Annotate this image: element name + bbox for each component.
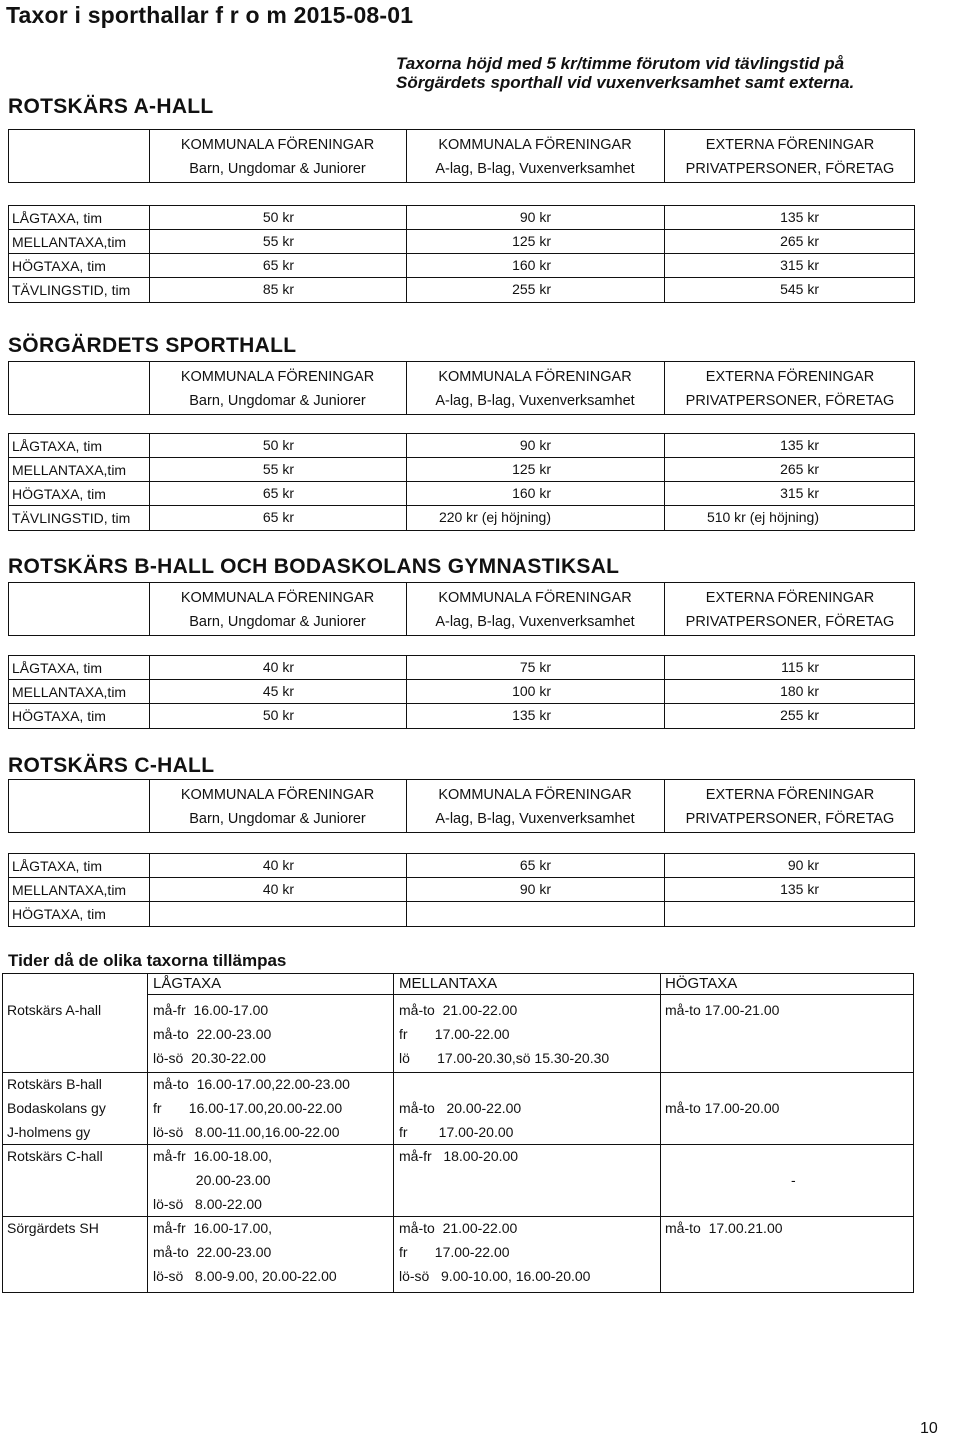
column-header-line: PRIVATPERSONER, FÖRETAG <box>685 614 895 630</box>
hall-name: Bodaskolans gy <box>7 1100 106 1116</box>
rate-label: TÄVLINGSTID, tim <box>12 282 131 298</box>
page-title: Taxor i sporthallar f r o m 2015-08-01 <box>6 2 414 28</box>
rate-external: 510 kr (ej höjning) <box>706 509 819 525</box>
column-header-line: EXTERNA FÖRENINGAR <box>705 787 875 803</box>
rate-label: TÄVLINGSTID, tim <box>12 510 131 526</box>
section-title: ROTSKÄRS A-HALL <box>8 95 214 118</box>
rate-external: 255 kr <box>780 707 819 723</box>
rate-external: 545 kr <box>780 281 819 297</box>
column-header-line: KOMMUNALA FÖRENINGAR <box>180 787 375 803</box>
rate-adult: 255 kr <box>512 281 551 297</box>
low-rate-time: 20.00-23.00 <box>153 1172 271 1188</box>
rate-adult: 125 kr <box>512 233 551 249</box>
rate-table <box>8 205 915 303</box>
hall-name: J-holmens gy <box>7 1124 91 1140</box>
rate-label: MELLANTAXA,tim <box>12 234 127 250</box>
times-header: HÖGTAXA <box>665 975 738 992</box>
rate-youth: 65 kr <box>262 257 294 273</box>
times-header: MELLANTAXA <box>399 975 498 992</box>
rate-external: 115 kr <box>781 659 819 675</box>
low-rate-time: må-to 22.00-23.00 <box>153 1244 272 1260</box>
rate-youth: 40 kr <box>262 857 294 873</box>
rate-label: HÖGTAXA, tim <box>12 906 106 922</box>
section-title: ROTSKÄRS B-HALL OCH BODASKOLANS GYMNASTIKSAL <box>8 555 620 578</box>
section-header <box>8 129 915 183</box>
rate-youth: 65 kr <box>262 485 294 501</box>
column-header-line: KOMMUNALA FÖRENINGAR <box>438 369 632 385</box>
rate-label: MELLANTAXA,tim <box>12 462 127 478</box>
low-rate-time: må-fr 16.00-17.00 <box>153 1002 269 1018</box>
rate-label: MELLANTAXA,tim <box>12 882 127 898</box>
low-rate-time: lö-sö 8.00-9.00, 20.00-22.00 <box>153 1268 337 1284</box>
mid-rate-time: fr 17.00-20.00 <box>399 1124 514 1140</box>
rate-youth: 45 kr <box>262 683 294 699</box>
times-table <box>2 973 914 1293</box>
column-header <box>406 780 664 834</box>
column-header <box>664 780 916 834</box>
high-rate-time: - <box>791 1172 796 1188</box>
section-header <box>8 779 915 833</box>
rate-external: 315 kr <box>780 257 819 273</box>
low-rate-time: fr 16.00-17.00,20.00-22.00 <box>153 1100 343 1116</box>
rate-youth: 40 kr <box>262 659 294 675</box>
column-header-line: EXTERNA FÖRENINGAR <box>705 137 875 153</box>
table-row <box>9 434 914 458</box>
rate-external: 135 kr <box>780 437 819 453</box>
low-rate-time: må-to 16.00-17.00,22.00-23.00 <box>153 1076 350 1092</box>
mid-rate-time: lö-sö 9.00-10.00, 16.00-20.00 <box>399 1268 591 1284</box>
column-header-line: PRIVATPERSONER, FÖRETAG <box>685 393 895 409</box>
rate-adult: 220 kr (ej höjning) <box>438 509 551 525</box>
low-rate-time: må-fr 16.00-18.00, <box>153 1148 273 1164</box>
high-rate-time: må-to 17.00-20.00 <box>665 1100 780 1116</box>
mid-rate-time: må-fr 18.00-20.00 <box>399 1148 519 1164</box>
rate-adult: 160 kr <box>512 485 551 501</box>
low-rate-time: må-fr 16.00-17.00, <box>153 1220 273 1236</box>
table-row <box>9 656 914 680</box>
mid-rate-time: fr 17.00-22.00 <box>399 1026 510 1042</box>
mid-rate-time: lö 17.00-20.30,sö 15.30-20.30 <box>399 1050 610 1066</box>
table-row <box>9 854 914 878</box>
hall-name: Rotskärs C-hall <box>7 1148 103 1164</box>
column-header-line: A-lag, B-lag, Vuxenverksamhet <box>435 393 635 409</box>
column-header-line: KOMMUNALA FÖRENINGAR <box>438 137 632 153</box>
column-header <box>406 583 664 637</box>
rate-youth: 50 kr <box>262 437 294 453</box>
rate-table <box>8 853 915 927</box>
rate-adult: 90 kr <box>519 881 551 897</box>
column-header <box>664 362 916 416</box>
low-rate-time: lö-sö 20.30-22.00 <box>153 1050 266 1066</box>
column-header <box>149 780 406 834</box>
rate-adult: 125 kr <box>512 461 551 477</box>
column-header <box>664 583 916 637</box>
column-header <box>149 130 406 184</box>
rate-external: 180 kr <box>780 683 819 699</box>
table-row <box>9 482 914 506</box>
mid-rate-time: må-to 21.00-22.00 <box>399 1002 518 1018</box>
table-row <box>9 704 914 728</box>
rate-table <box>8 655 915 729</box>
rate-external: 315 kr <box>780 485 819 501</box>
column-header-line: PRIVATPERSONER, FÖRETAG <box>685 161 895 177</box>
column-header-line: KOMMUNALA FÖRENINGAR <box>180 590 375 606</box>
section-title: SÖRGÄRDETS SPORTHALL <box>8 334 297 357</box>
rate-label: LÅGTAXA, tim <box>12 438 102 454</box>
column-header <box>149 583 406 637</box>
column-header-line: Barn, Ungdomar & Juniorer <box>189 161 366 177</box>
mid-rate-time: må-to 20.00-22.00 <box>399 1100 522 1116</box>
column-header-line: A-lag, B-lag, Vuxenverksamhet <box>435 161 635 177</box>
rate-label: HÖGTAXA, tim <box>12 708 106 724</box>
section-header <box>8 361 915 415</box>
page-number: 10 <box>920 1420 938 1437</box>
low-rate-time: lö-sö 8.00-11.00,16.00-22.00 <box>153 1124 340 1140</box>
column-header <box>664 130 916 184</box>
price-note: Taxorna höjd med 5 kr/timme förutom vid tävlingstid på Sörgärdets sporthall vid vuxenverksamhet samt externa. <box>396 54 855 92</box>
section-header <box>8 582 915 636</box>
column-header-line: KOMMUNALA FÖRENINGAR <box>180 137 375 153</box>
rate-external: 90 kr <box>787 857 819 873</box>
rate-external: 135 kr <box>780 209 819 225</box>
mid-rate-time: må-to 21.00-22.00 <box>399 1220 518 1236</box>
low-rate-time: må-to 22.00-23.00 <box>153 1026 272 1042</box>
rate-youth: 50 kr <box>262 707 294 723</box>
column-header-line: Barn, Ungdomar & Juniorer <box>189 811 366 827</box>
column-header <box>406 130 664 184</box>
rate-adult: 160 kr <box>512 257 551 273</box>
hall-name: Rotskärs B-hall <box>7 1076 102 1092</box>
column-header-line: KOMMUNALA FÖRENINGAR <box>438 787 632 803</box>
mid-rate-time: fr 17.00-22.00 <box>399 1244 510 1260</box>
rate-youth: 40 kr <box>262 881 294 897</box>
table-row <box>9 902 914 926</box>
rate-adult: 100 kr <box>512 683 551 699</box>
table-row <box>9 278 914 302</box>
column-header-line: EXTERNA FÖRENINGAR <box>705 369 875 385</box>
column-header-line: A-lag, B-lag, Vuxenverksamhet <box>435 614 635 630</box>
high-rate-time: må-to 17.00.21.00 <box>665 1220 783 1236</box>
rate-label: LÅGTAXA, tim <box>12 210 102 226</box>
table-row <box>9 230 914 254</box>
table-row <box>9 458 914 482</box>
column-header <box>149 362 406 416</box>
rate-adult: 75 kr <box>519 659 551 675</box>
rate-youth: 55 kr <box>262 233 294 249</box>
rate-adult: 90 kr <box>519 209 551 225</box>
column-header-line: KOMMUNALA FÖRENINGAR <box>180 369 375 385</box>
rate-label: LÅGTAXA, tim <box>12 660 102 676</box>
rate-adult: 135 kr <box>512 707 551 723</box>
high-rate-time: må-to 17.00-21.00 <box>665 1002 780 1018</box>
column-header-line: KOMMUNALA FÖRENINGAR <box>438 590 632 606</box>
times-title: Tider då de olika taxorna tillämpas <box>8 951 287 970</box>
column-header-line: PRIVATPERSONER, FÖRETAG <box>685 811 895 827</box>
rate-label: LÅGTAXA, tim <box>12 858 102 874</box>
rate-adult: 90 kr <box>519 437 551 453</box>
rate-external: 265 kr <box>780 461 819 477</box>
table-row <box>9 506 914 530</box>
table-row <box>9 206 914 230</box>
rate-label: HÖGTAXA, tim <box>12 486 106 502</box>
column-header-line: EXTERNA FÖRENINGAR <box>705 590 875 606</box>
rate-youth: 65 kr <box>262 509 294 525</box>
low-rate-time: lö-sö 8.00-22.00 <box>153 1196 262 1212</box>
rate-table <box>8 433 915 531</box>
column-header-line: Barn, Ungdomar & Juniorer <box>189 614 366 630</box>
table-row <box>9 878 914 902</box>
rate-label: HÖGTAXA, tim <box>12 258 106 274</box>
rate-adult: 65 kr <box>519 857 551 873</box>
rate-label: MELLANTAXA,tim <box>12 684 127 700</box>
rate-youth: 85 kr <box>262 281 294 297</box>
rate-youth: 50 kr <box>262 209 294 225</box>
rate-external: 135 kr <box>780 881 819 897</box>
column-header-line: A-lag, B-lag, Vuxenverksamhet <box>435 811 635 827</box>
rate-external: 265 kr <box>780 233 819 249</box>
table-row <box>9 680 914 704</box>
section-title: ROTSKÄRS C-HALL <box>8 754 215 777</box>
times-header: LÅGTAXA <box>153 975 222 992</box>
table-row <box>9 254 914 278</box>
rate-youth: 55 kr <box>262 461 294 477</box>
column-header-line: Barn, Ungdomar & Juniorer <box>189 393 366 409</box>
hall-name: Rotskärs A-hall <box>7 1002 102 1018</box>
hall-name: Sörgärdets SH <box>7 1220 99 1236</box>
column-header <box>406 362 664 416</box>
